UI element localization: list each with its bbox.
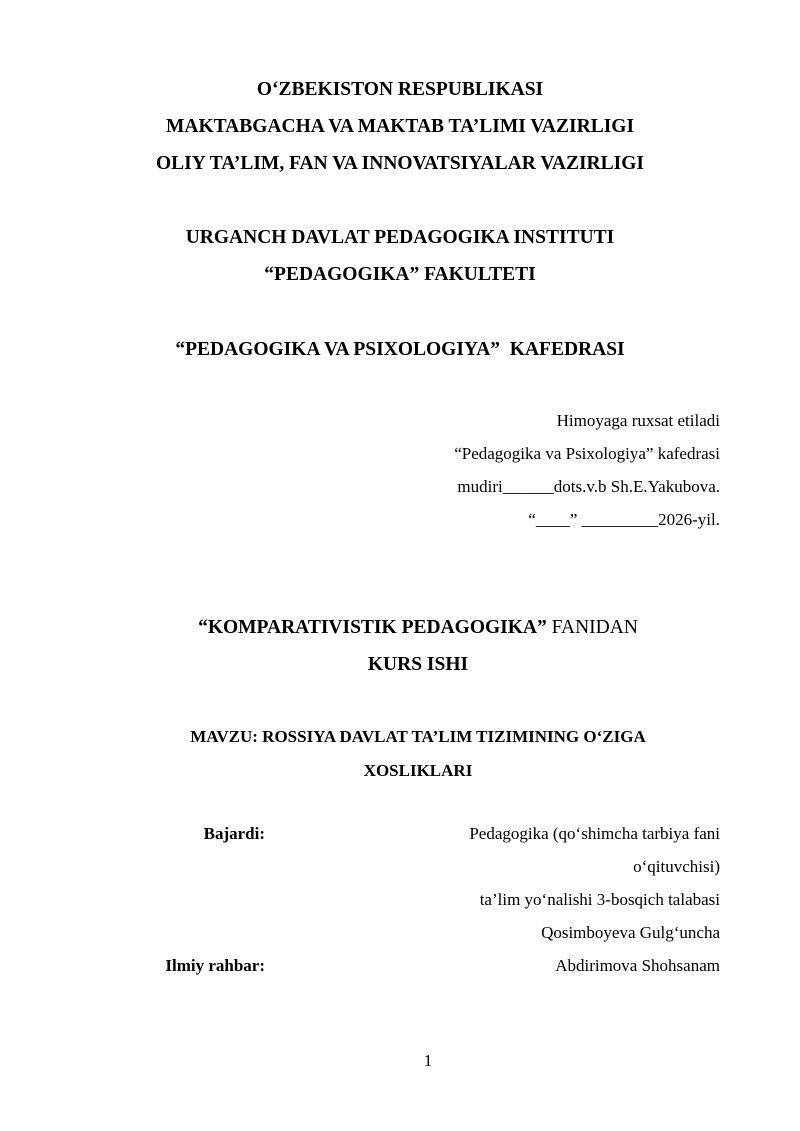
course-subject-suffix: FANIDAN — [546, 617, 638, 638]
supervisor-label: Ilmiy rahbar: — [165, 956, 265, 975]
course-subject-line — [0, 616, 800, 640]
ministry-republic: O‘ZBEKISTON RESPUBLIKASI — [256, 79, 544, 100]
performed-label: Bajardi: — [203, 824, 265, 843]
performed-line-2: o‘qituvchisi) — [633, 857, 720, 876]
performed-line-3: ta’lim yo‘nalishi 3-bosqich talabasi — [479, 890, 720, 909]
approval-date: “____” _________2026-yil. — [528, 510, 720, 529]
performed-line-1: Pedagogika (qo‘shimcha tarbiya fani — [469, 824, 720, 843]
approval-line-1: Himoyaga ruxsat etiladi — [556, 411, 720, 430]
approval-head-signature: mudiri______dots.v.b Sh.E.Yakubova. — [457, 477, 720, 496]
supervisor-name: Abdirimova Shohsanam — [555, 956, 720, 975]
page-number: 1 — [423, 1051, 433, 1070]
ministry-preschool: MAKTABGACHA VA MAKTAB TA’LIMI VAZIRLIGI — [165, 116, 635, 137]
faculty-name: “PEDAGOGIKA” FAKULTETI — [264, 264, 536, 285]
department-name: “PEDAGOGIKA VA PSIXOLOGIYA” KAFEDRASI — [175, 339, 625, 360]
work-type: KURS ISHI — [367, 654, 469, 675]
topic-line-1: MAVZU: ROSSIYA DAVLAT TA’LIM TIZIMINING O‘ZIGA — [190, 727, 646, 746]
topic-line-2: XOSLIKLARI — [363, 761, 473, 780]
approval-line-2: “Pedagogika va Psixologiya” kafedrasi — [454, 444, 720, 463]
course-subject: “KOMPARATIVISTIK PEDAGOGIKA” — [198, 617, 547, 638]
student-name: Qosimboyeva Gulg‘uncha — [541, 923, 720, 942]
institute-name: URGANCH DAVLAT PEDAGOGIKA INSTITUTI — [185, 227, 615, 248]
ministry-higher-education: OLIY TA’LIM, FAN VA INNOVATSIYALAR VAZIRLIGI — [156, 153, 644, 174]
